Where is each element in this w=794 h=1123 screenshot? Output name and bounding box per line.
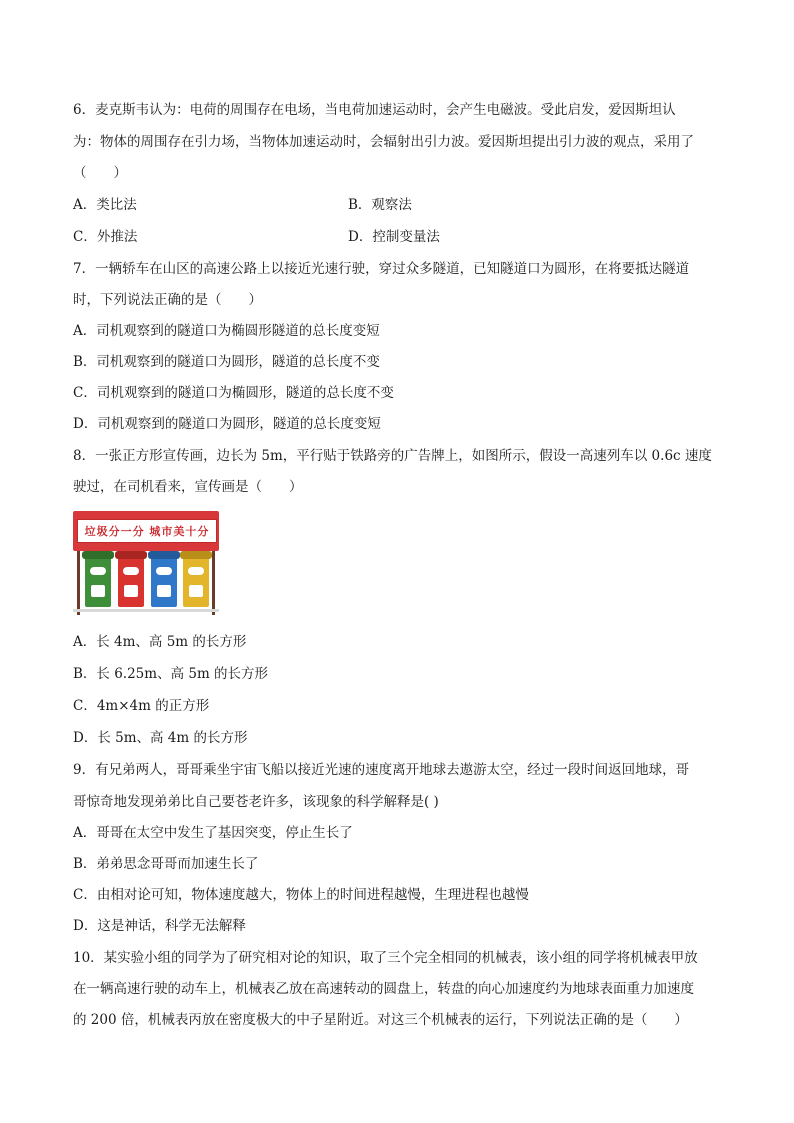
- yellow-bin-icon: [183, 555, 209, 607]
- q10-line-1: 10．某实验小组的同学为了研究相对论的知识，取了三个完全相同的机械表，该小组的同学将机械表甲放: [73, 950, 698, 966]
- q9-line-1: 9．有兄弟两人，哥哥乘坐宇宙飞船以接近光速的速度离开地球去遨游太空，经过一段时间返回地球，哥: [73, 762, 690, 778]
- red-bin-icon: [118, 555, 144, 607]
- q9-line-2: 哥惊奇地发现弟弟比自己要苍老许多，该现象的科学解释是( ): [73, 794, 439, 810]
- poster-banner-text: 垃圾分一分 城市美十分: [77, 519, 217, 543]
- q6-line-1: 6．麦克斯韦认为：电荷的周围存在电场，当电荷加速运动时，会产生电磁波。受此启发，爱因斯坦认: [73, 102, 676, 118]
- q8-option-a[interactable]: A．长 4m、高 5m 的长方形: [73, 634, 247, 650]
- blue-bin-icon: [151, 555, 177, 607]
- q6-option-b[interactable]: B．观察法: [348, 197, 412, 213]
- q6-option-d[interactable]: D．控制变量法: [348, 229, 440, 245]
- q6-line-3: （ ）: [73, 165, 127, 181]
- poster-illustration: [73, 505, 219, 617]
- q9-option-a[interactable]: A．哥哥在太空中发生了基因突变，停止生长了: [73, 825, 353, 841]
- q10-line-2: 在一辆高速行驶的动车上，机械表乙放在高速转动的圆盘上，转盘的向心加速度约为地球表面重力加速度: [73, 981, 694, 997]
- q8-line-1: 8．一张正方形宣传画，边长为 5m，平行贴于铁路旁的广告牌上，如图所示，假设一高速列车以 0.6c 速度: [73, 448, 712, 464]
- q6-option-c[interactable]: C．外推法: [73, 229, 138, 245]
- q8-line-2: 驶过，在司机看来，宣传画是（ ）: [73, 479, 303, 495]
- poster-banner: [73, 511, 219, 551]
- q10-line-3: 的 200 倍，机械表丙放在密度极大的中子星附近。对这三个机械表的运行，下列说法正确的是（ ）: [73, 1012, 688, 1028]
- q8-option-c[interactable]: C．4m×4m 的正方形: [73, 698, 210, 714]
- q7-option-c[interactable]: C．司机观察到的隧道口为椭圆形，隧道的总长度不变: [73, 385, 394, 401]
- green-bin-icon: [85, 555, 111, 607]
- q7-option-a[interactable]: A．司机观察到的隧道口为椭圆形隧道的总长度变短: [73, 323, 380, 339]
- q8-option-b[interactable]: B．长 6.25m、高 5m 的长方形: [73, 666, 269, 682]
- q9-option-b[interactable]: B．弟弟思念哥哥而加速生长了: [73, 856, 259, 872]
- q7-option-b[interactable]: B．司机观察到的隧道口为圆形，隧道的总长度不变: [73, 354, 380, 370]
- q6-line-2: 为：物体的周围存在引力场，当物体加速运动时，会辐射出引力波。爱因斯坦提出引力波的观点，采用了: [73, 134, 694, 150]
- poster-ground: [73, 609, 219, 612]
- q8-option-d[interactable]: D．长 5m、高 4m 的长方形: [73, 730, 248, 746]
- q6-option-a[interactable]: A．类比法: [73, 197, 137, 213]
- q9-option-d[interactable]: D．这是神话，科学无法解释: [73, 918, 246, 934]
- q7-option-d[interactable]: D．司机观察到的隧道口为圆形，隧道的总长度变短: [73, 416, 381, 432]
- q7-line-2: 时，下列说法正确的是（ ）: [73, 292, 262, 308]
- q7-line-1: 7．一辆轿车在山区的高速公路上以接近光速行驶，穿过众多隧道，已知隧道口为圆形，在将要抵达隧道: [73, 261, 690, 277]
- q9-option-c[interactable]: C．由相对论可知，物体速度越大，物体上的时间进程越慢，生理进程也越慢: [73, 887, 529, 903]
